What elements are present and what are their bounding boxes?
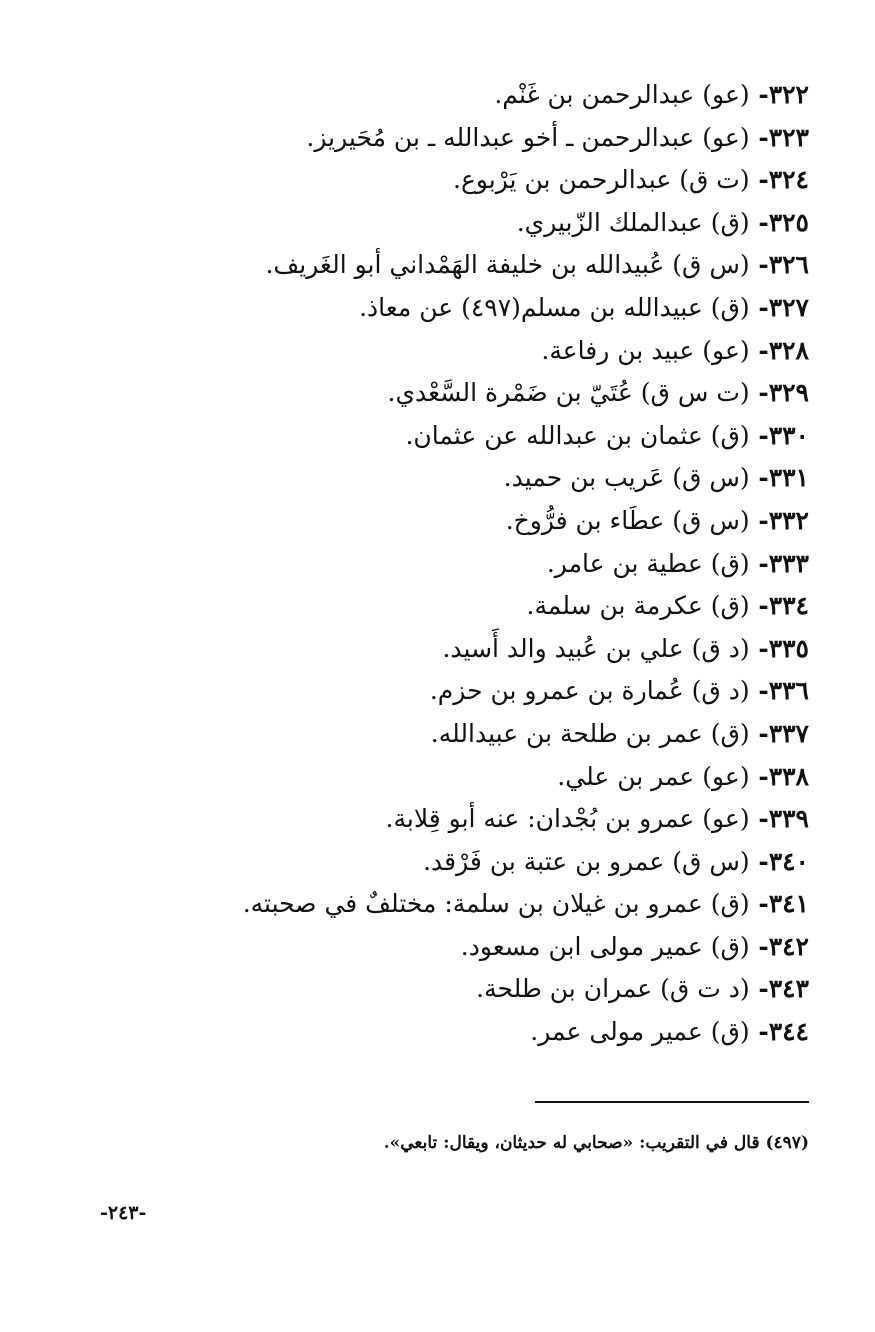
list-item: ٣٤٠- (س ق) عمرو بن عتبة بن فَرْقد.: [423, 846, 809, 876]
entry-number: ٣٣٨: [768, 761, 809, 791]
entry-text: (س ق) عطَاء بن فرُّوخ.: [505, 505, 750, 535]
entry-text: (ق) عطية بن عامر.: [546, 548, 750, 578]
entry-number: ٣٣٢: [768, 505, 809, 535]
entry-number: ٣٤٠: [768, 846, 809, 876]
entry-text: (د ت ق) عمران بن طلحة.: [476, 974, 750, 1004]
entry-text: (د ق) علي بن عُبيد والد أَسيد.: [442, 633, 750, 663]
list-item: ٣٢٢- (عو) عبدالرحمن بن غَنْم.: [494, 80, 809, 109]
entry-text: (س ق) عمرو بن عتبة بن فَرْقد.: [423, 846, 750, 876]
entry-number: ٣٣٦: [768, 676, 809, 706]
list-item: ٣٣١- (س ق) عَريب بن حميد.: [503, 463, 809, 493]
list-item: ٣٢٨- (عو) عبيد بن رفاعة.: [541, 335, 809, 365]
entry-text: (ق) عمير مولى عمر.: [530, 1017, 750, 1047]
entry-text: (عو) عبدالرحمن ـ أخو عبدالله ـ بن مُحَيريز.: [306, 122, 750, 152]
footnote-separator: [535, 1101, 809, 1103]
entry-number: ٣٣٥: [768, 633, 809, 663]
entry-number: ٣٢٩: [768, 378, 809, 408]
entry-text: (ق) عكرمة بن سلمة.: [526, 591, 750, 621]
entry-text: (ت س ق) عُتَيّ بن ضَمْرة السَّعْدي.: [387, 378, 750, 408]
list-item: ٣٤٤- (ق) عمير مولى عمر.: [530, 1017, 809, 1047]
entry-text: (عو) عبدالرحمن بن غَنْم.: [494, 80, 750, 109]
entry-number: ٣٤٣: [768, 974, 809, 1004]
entry-number: ٣٢٨: [768, 335, 809, 365]
list-item: ٣٢٤- (ت ق) عبدالرحمن بن يَرْبوع.: [453, 165, 809, 195]
list-item: ٣٣٠- (ق) عثمان بن عبدالله عن عثمان.: [405, 420, 809, 450]
entry-number: ٣٢٤: [768, 165, 809, 195]
entry-number: ٣٢٣: [768, 122, 809, 152]
list-item: ٣٣٣- (ق) عطية بن عامر.: [546, 548, 809, 578]
entry-text: (ق) عمر بن طلحة بن عبيدالله.: [430, 718, 750, 748]
entry-number: ٣٣٤: [768, 591, 809, 621]
entry-text: (ق) عمير مولى ابن مسعود.: [460, 931, 750, 961]
entry-text: (د ق) عُمارة بن عمرو بن حزم.: [429, 676, 750, 706]
entry-number: ٣٣٠: [768, 420, 809, 450]
entry-list: [49, 74, 809, 1054]
entry-number: ٣٣٧: [768, 718, 809, 748]
list-item: ٣٢٩- (ت س ق) عُتَيّ بن ضَمْرة السَّعْدي.: [387, 378, 809, 408]
entry-text: (ق) عمرو بن غيلان بن سلمة: مختلفٌ في صحبته.: [242, 889, 750, 919]
entry-text: (س ق) عَريب بن حميد.: [503, 463, 750, 493]
entry-number: ٣٢٦: [768, 250, 809, 280]
entry-number: ٣٢٧: [768, 292, 809, 322]
list-item: ٣٢٥- (ق) عبدالملك الزّبيري.: [516, 207, 809, 237]
list-item: ٣٢٦- (س ق) عُبيدالله بن خليفة الهَمْداني أبو الغَريف.: [265, 250, 809, 280]
entry-text: (س ق) عُبيدالله بن خليفة الهَمْداني أبو الغَريف.: [265, 250, 750, 280]
list-item: ٣٤٣- (د ت ق) عمران بن طلحة.: [476, 974, 809, 1004]
footnote: (٤٩٧) قال في التقريب: «صحابي له حديثان، ويقال: تابعي».: [383, 1133, 809, 1153]
list-item: ٣٢٧- (ق) عبيدالله بن مسلم(٤٩٧) عن معاذ.: [359, 292, 809, 322]
entry-number: ٣٤١: [768, 889, 809, 919]
list-item: ٣٣٤- (ق) عكرمة بن سلمة.: [526, 591, 809, 621]
entry-text: (عو) عمر بن علي.: [557, 761, 750, 791]
entry-text: (ت ق) عبدالرحمن بن يَرْبوع.: [453, 165, 750, 195]
entry-number: ٣٣١: [768, 463, 809, 493]
list-item: ٣٤١- (ق) عمرو بن غيلان بن سلمة: مختلفٌ في صحبته.: [242, 889, 809, 919]
list-item: ٣٣٢- (س ق) عطَاء بن فرُّوخ.: [505, 505, 809, 535]
list-item: ٣٢٣- (عو) عبدالرحمن ـ أخو عبدالله ـ بن مُحَيريز.: [306, 122, 809, 152]
list-item: ٣٣٦- (د ق) عُمارة بن عمرو بن حزم.: [429, 676, 809, 706]
page-number: -٢٤٣-: [100, 1202, 147, 1224]
entry-number: ٣٤٤: [768, 1017, 809, 1047]
entry-number: ٣٤٢: [768, 931, 809, 961]
entry-text: (ق) عبدالملك الزّبيري.: [516, 207, 750, 237]
entry-number: ٣٣٩: [768, 804, 809, 834]
list-item: ٣٣٩- (عو) عمرو بن بُجْدان: عنه أبو قِلابة.: [385, 804, 809, 834]
entry-text: (عو) عبيد بن رفاعة.: [541, 335, 750, 365]
list-item: ٣٣٨- (عو) عمر بن علي.: [557, 761, 809, 791]
entry-text: (عو) عمرو بن بُجْدان: عنه أبو قِلابة.: [385, 804, 750, 834]
entry-text: (ق) عبيدالله بن مسلم(٤٩٧) عن معاذ.: [359, 292, 750, 322]
entry-number: ٣٢٥: [768, 207, 809, 237]
entry-text: (ق) عثمان بن عبدالله عن عثمان.: [405, 420, 750, 450]
list-item: ٣٣٥- (د ق) علي بن عُبيد والد أَسيد.: [442, 633, 809, 663]
entry-number: ٣٢٢: [768, 80, 809, 109]
list-item: ٣٤٢- (ق) عمير مولى ابن مسعود.: [460, 931, 809, 961]
entry-number: ٣٣٣: [768, 548, 809, 578]
list-item: ٣٣٧- (ق) عمر بن طلحة بن عبيدالله.: [430, 718, 809, 748]
